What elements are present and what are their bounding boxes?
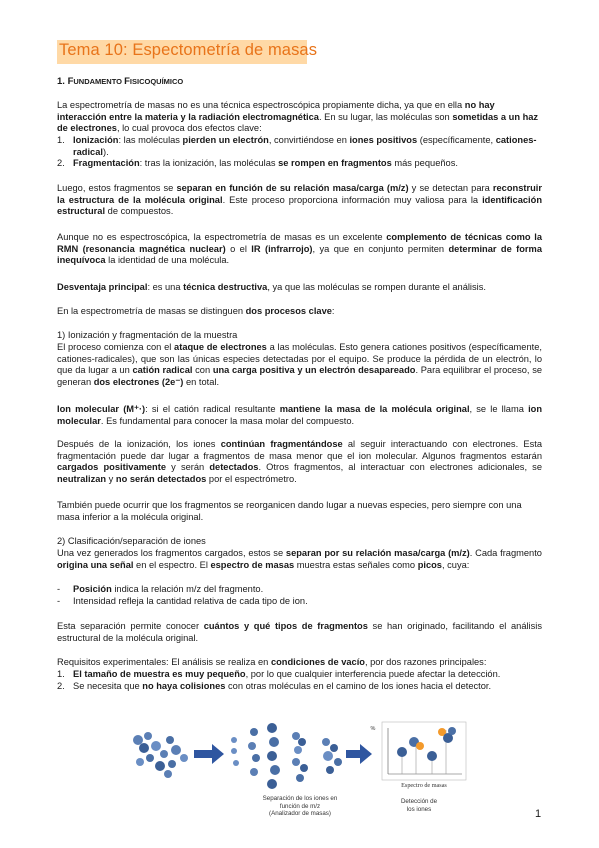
bold-run: mantiene la masa de la molécula original	[279, 404, 470, 414]
bold-run: dos electrones (2e⁻)	[93, 376, 184, 387]
bold-run: catión radical	[132, 365, 193, 376]
text-run: . En su lugar, las moléculas son	[318, 111, 453, 122]
section-title: FUNDAMENTO FISICOQUÍMICO	[67, 76, 184, 87]
text-run: . Otros fragmentos, al interactuar con electrones adicionales, se	[258, 462, 543, 473]
text-run: . Es fundamental para conocer la masa molar del compuesto.	[100, 415, 355, 426]
text-run: : es una	[147, 282, 184, 292]
text-run: y se detectan para	[408, 183, 493, 193]
list-number: 2.	[57, 680, 65, 691]
text-run: , cuya:	[441, 559, 470, 570]
paragraph-fragmentation	[57, 439, 542, 485]
bold-run: no haya colisiones	[142, 680, 226, 691]
paragraph-disadvantage	[57, 282, 542, 294]
spectrum-label: Espectro de masas	[401, 782, 447, 789]
text-run: indica la relación m/z del fragmento.	[111, 584, 264, 594]
bold-run: separan en función de su relación masa/carga (m/z)	[176, 183, 409, 193]
text-run: ).	[102, 146, 109, 157]
caption-line: Separación de los iones en	[262, 795, 338, 802]
bold-run: ataque de electrones	[174, 342, 267, 352]
text-run: con otras moléculas en el camino de los iones hacia el detector.	[225, 680, 492, 691]
caption-line: los iones	[406, 805, 432, 813]
text-run: :	[331, 306, 335, 316]
bold-run: cationes-radical	[73, 135, 537, 157]
list-item	[57, 158, 542, 170]
text-run: : las moléculas	[118, 135, 183, 145]
text-run: , se le llama	[469, 404, 529, 414]
bold-run: picos	[417, 559, 442, 570]
text-run: en el espectro. El	[133, 559, 211, 570]
text-run: y serán	[166, 462, 210, 473]
bold-run: continúan fragmentándose	[220, 439, 343, 449]
text-run: , por dos razones principales:	[364, 657, 487, 667]
list-item	[57, 596, 542, 608]
paragraph-intro	[57, 100, 542, 135]
paragraph-complement	[57, 232, 542, 267]
text-run: . Cada fragmento	[469, 548, 542, 558]
text-run: La espectrometría de masas no es una técnica espectroscópica propiamente dicha, ya que en ella	[57, 100, 465, 110]
bold-run: Desventaja principal	[57, 282, 148, 292]
text-run: Aunque no es espectroscópica, la espectrometría de masas es un excelente	[57, 232, 387, 242]
text-run: , ya que las moléculas se rompen durante el análisis.	[267, 282, 486, 292]
text-run: Intensidad refleja la cantidad relativa de cada tipo de ion.	[73, 595, 308, 606]
caption-line: Detección de	[400, 798, 438, 805]
paragraph-ionization	[57, 342, 542, 388]
text-run: , por lo que cualquier interferencia puede afectar la detección.	[245, 669, 501, 679]
text-run: Una vez generados los fragmentos cargados, estos se	[57, 548, 286, 558]
arrow-icon	[194, 744, 224, 764]
caption-detection	[382, 798, 456, 813]
bold-run: pierden un electrón	[182, 135, 269, 145]
bold-run: se rompen en fragmentos	[278, 158, 392, 169]
bold-run: separan por su relación masa/carga (m/z)	[285, 548, 470, 558]
paragraph-classification	[57, 548, 542, 571]
text-run: con	[192, 365, 213, 376]
text-run: , lo cual provoca dos efectos clave:	[116, 123, 262, 134]
molecule-cluster-left	[133, 732, 188, 778]
paragraph-processes	[57, 306, 542, 318]
bold-run: una carga positiva y un electrón desapareado	[212, 365, 416, 376]
caption-line: (Analizador de masas)	[269, 810, 331, 818]
subheading-ionization: 1) Ionización y fragmentación de la muestra	[57, 330, 238, 340]
text-run: más pequeños.	[391, 158, 458, 169]
text-run: , convirtiéndose en	[268, 135, 350, 145]
caption-line: función de m/z	[279, 802, 321, 810]
text-run: se han originado, facilitando el análisis estructural de la molécula original.	[57, 621, 542, 643]
bold-run: no hay interacción entre la materia y la radiación electromagnética	[57, 100, 495, 122]
bold-run: identificación estructural	[57, 194, 542, 217]
text-run: la identidad de una molécula.	[105, 255, 230, 266]
list-item	[57, 584, 542, 596]
bold-run: ion molecular	[57, 404, 543, 426]
section-number: 1.	[57, 76, 65, 87]
page-title: Tema 10: Espectometría de masas	[59, 41, 318, 59]
text-run: de compuestos.	[105, 206, 174, 217]
text-run: Esta separación permite conocer	[57, 621, 204, 631]
list-number: 1.	[57, 135, 65, 145]
list-number: 1.	[57, 669, 65, 679]
spectrum-y-label: %	[370, 726, 376, 732]
paragraph-rearrangement: También puede ocurrir que los fragmentos se reorganicen dando lugar a nuevas especies, pero siempre con una masa inferior a la molécula original.	[57, 500, 522, 522]
bold-run: Ionización	[73, 135, 119, 145]
list-effects	[57, 135, 542, 170]
ion-fragments	[231, 723, 342, 789]
bold-run: complemento de técnicas como la RMN (resonancia magnética nuclear)	[57, 232, 542, 254]
bold-run: iones positivos	[349, 135, 418, 145]
bold-run: cuántos y qué tipos de fragmentos	[203, 621, 368, 631]
text-run: a las moléculas. Esto genera cationes positivos (específicamente, cationes-radicales), que son las únicas especies detectadas por el equipo. Se produce la pérdida de un electrón, lo que da lugar a un	[57, 342, 542, 376]
bold-run: Fragmentación	[73, 158, 140, 169]
list-requirements	[57, 669, 542, 692]
text-run: Se necesita que	[73, 680, 143, 691]
text-run: . Este proceso proporciona información muy valiosa para la	[222, 194, 483, 205]
list-peaks	[57, 584, 542, 607]
text-run: por el espectrómetro.	[206, 473, 297, 484]
mass-spec-figure	[120, 718, 480, 828]
text-run: : si el catión radical resultante	[145, 404, 280, 414]
text-run: Luego, estos fragmentos se	[57, 183, 177, 193]
caption-analyzer	[250, 795, 350, 818]
text-run: : tras la ionización, las moléculas	[139, 158, 279, 169]
bold-run: Ion molecular (M⁺·)	[57, 404, 146, 414]
bold-run: determinar de forma inequívoca	[57, 243, 542, 266]
paragraph-requirements	[57, 657, 542, 669]
bold-run: detectados	[209, 462, 259, 473]
page-number: 1	[535, 808, 542, 820]
bold-run: origina una señal	[57, 559, 134, 570]
bold-run: Posición	[73, 584, 112, 594]
text-run: al seguir interactuando con electrones. Esta fragmentación puede dar lugar a fragmentos de masa menor que el ion molecular. Algunos fragmentos estarán	[57, 439, 542, 461]
text-run: Requisitos experimentales: El análisis se realiza en	[57, 657, 271, 667]
bold-run: no serán detectados	[115, 473, 207, 484]
list-number: 2.	[57, 158, 65, 169]
list-dash: -	[57, 584, 61, 594]
text-run: en total.	[183, 376, 220, 387]
bold-run: espectro de masas	[210, 559, 295, 570]
bold-run: cargados positivamente	[57, 462, 166, 473]
section-heading	[57, 76, 183, 87]
bold-run: El tamaño de muestra es muy pequeño	[73, 669, 246, 679]
text-run: muestra estas señales como	[294, 559, 418, 570]
paragraph-separation	[57, 183, 542, 218]
list-item	[57, 135, 542, 158]
paragraph-molecular-ion	[57, 404, 542, 427]
text-run: o el	[225, 243, 252, 254]
text-run: El proceso comienza con el	[57, 342, 175, 352]
text-run: y	[106, 473, 116, 484]
text-run: En la espectrometría de masas se distinguen	[57, 306, 246, 316]
bold-run: neutralizan	[57, 473, 107, 484]
bold-run: técnica destructiva	[183, 282, 268, 292]
list-item	[57, 681, 542, 693]
bold-run: reconstruir la estructura de la molécula original	[57, 183, 542, 205]
bold-run: condiciones de vacío	[270, 657, 365, 667]
arrow-icon	[346, 744, 372, 764]
bold-run: sometidas a un haz de electrones	[57, 111, 539, 134]
subheading-classification: 2) Clasificación/separación de iones	[57, 536, 206, 546]
paragraph-analysis	[57, 621, 542, 644]
text-run: (específicamente,	[417, 135, 496, 145]
spectrum-panel	[382, 722, 466, 780]
bold-run: dos procesos clave	[245, 306, 332, 316]
text-run: , ya que en conjunto permiten	[312, 243, 449, 254]
list-dash: -	[57, 595, 61, 606]
bold-run: IR (infrarrojo)	[251, 243, 313, 254]
text-run: . Para equilibrar el proceso, se generan	[57, 365, 543, 387]
text-run: Después de la ionización, los iones	[57, 439, 221, 449]
list-item	[57, 669, 542, 681]
